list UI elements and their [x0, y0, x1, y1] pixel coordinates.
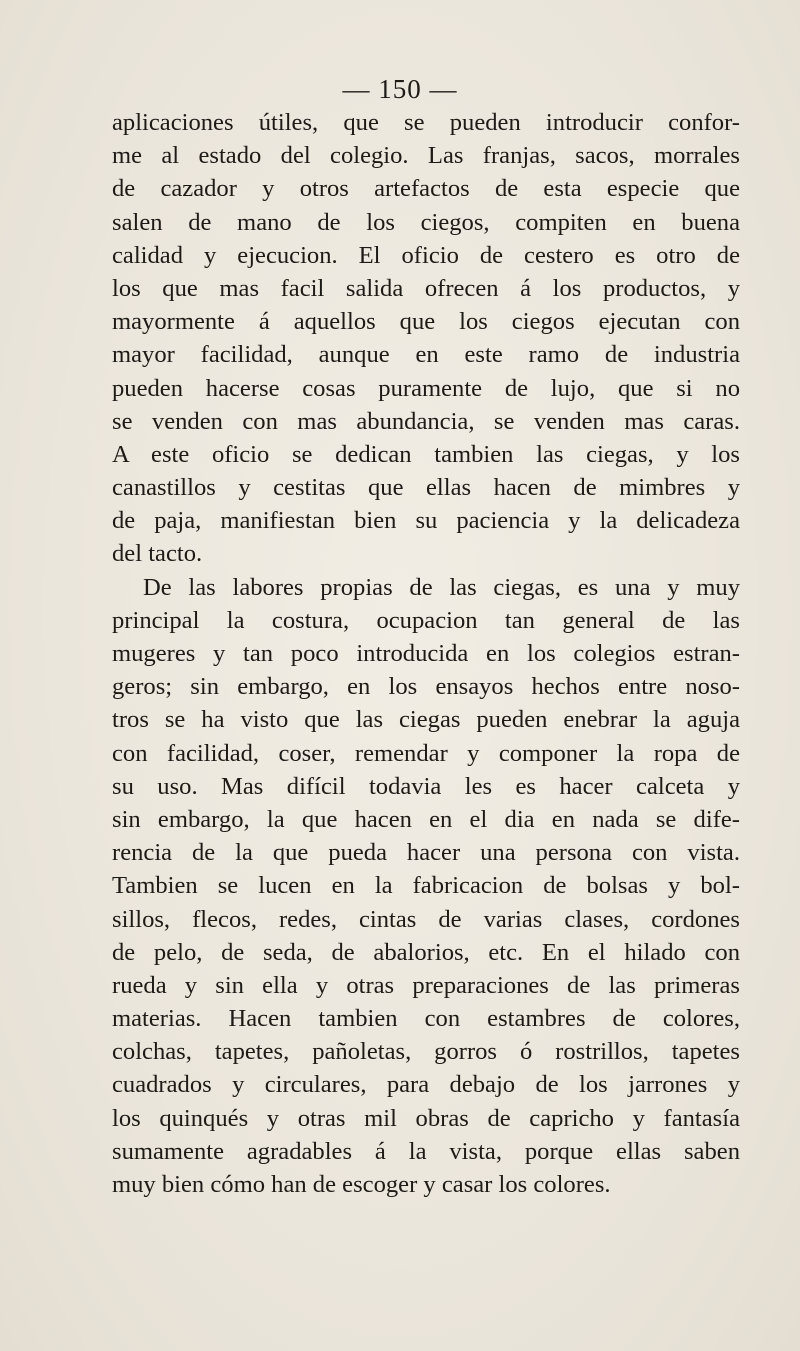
text-line: colchas, tapetes, pañoletas, gorros ó rostrillos, tapetes	[112, 1038, 740, 1066]
text-line: calidad y ejecucion. El oficio de cestero es otro de	[112, 241, 740, 269]
text-line: canastillos y cestitas que ellas hacen de mimbres y	[112, 474, 740, 502]
text-line: pueden hacerse cosas puramente de lujo, que si no	[112, 374, 740, 402]
text-line: los quinqués y otras mil obras de capricho y fantasía	[112, 1104, 740, 1132]
text-line: tros se ha visto que las ciegas pueden enebrar la aguja	[112, 706, 740, 734]
text-line: aplicaciones útiles, que se pueden introducir confor-	[112, 109, 740, 136]
text-line: sin embargo, la que hacen en el dia en nada se dife-	[112, 805, 740, 833]
text-line: sillos, flecos, redes, cintas de varias clases, cordones	[112, 905, 740, 933]
text-line: mayor facilidad, aunque en este ramo de industria	[112, 341, 740, 369]
text-line: mayormente á aquellos que los ciegos ejecutan con	[112, 308, 740, 336]
text-line: materias. Hacen tambien con estambres de colores,	[112, 1005, 740, 1033]
text-line: salen de mano de los ciegos, compiten en buena	[112, 208, 740, 236]
text-line: sumamente agradables á la vista, porque ellas saben	[112, 1137, 740, 1165]
text-line: de paja, manifiestan bien su paciencia y la delicadeza	[112, 507, 740, 535]
text-line: de cazador y otros artefactos de esta especie que	[112, 175, 740, 203]
text-line: geros; sin embargo, en los ensayos hechos entre noso-	[112, 673, 740, 701]
text-line: me al estado del colegio. Las franjas, sacos, morrales	[112, 142, 740, 170]
body-text	[112, 106, 740, 1201]
text-line: muy bien cómo han de escoger y casar los colores.	[112, 1171, 611, 1198]
text-line: De las labores propias de las ciegas, es una y muy	[143, 573, 740, 601]
text-line: los que mas facil salida ofrecen á los productos, y	[112, 274, 740, 302]
text-line: rencia de la que pueda hacer una persona con vista.	[112, 839, 740, 867]
page-number: — 150 —	[342, 74, 458, 104]
text-line: de pelo, de seda, de abalorios, etc. En el hilado con	[112, 938, 740, 966]
text-line: cuadrados y circulares, para debajo de los jarrones y	[112, 1071, 740, 1099]
text-line: con facilidad, coser, remendar y componer la ropa de	[112, 739, 740, 767]
text-line: se venden con mas abundancia, se venden mas caras.	[112, 407, 740, 435]
text-line: del tacto.	[112, 540, 203, 568]
text-line: mugeres y tan poco introducida en los colegios estran-	[112, 640, 740, 667]
text-line: su uso. Mas difícil todavia les es hacer calceta y	[112, 772, 740, 800]
text-line: principal la costura, ocupacion tan general de las	[112, 606, 740, 634]
text-line: rueda y sin ella y otras preparaciones de las primeras	[112, 971, 740, 999]
text-line: Tambien se lucen en la fabricacion de bolsas y bol-	[112, 872, 740, 900]
text-line: A este oficio se dedican tambien las ciegas, y los	[112, 440, 740, 468]
